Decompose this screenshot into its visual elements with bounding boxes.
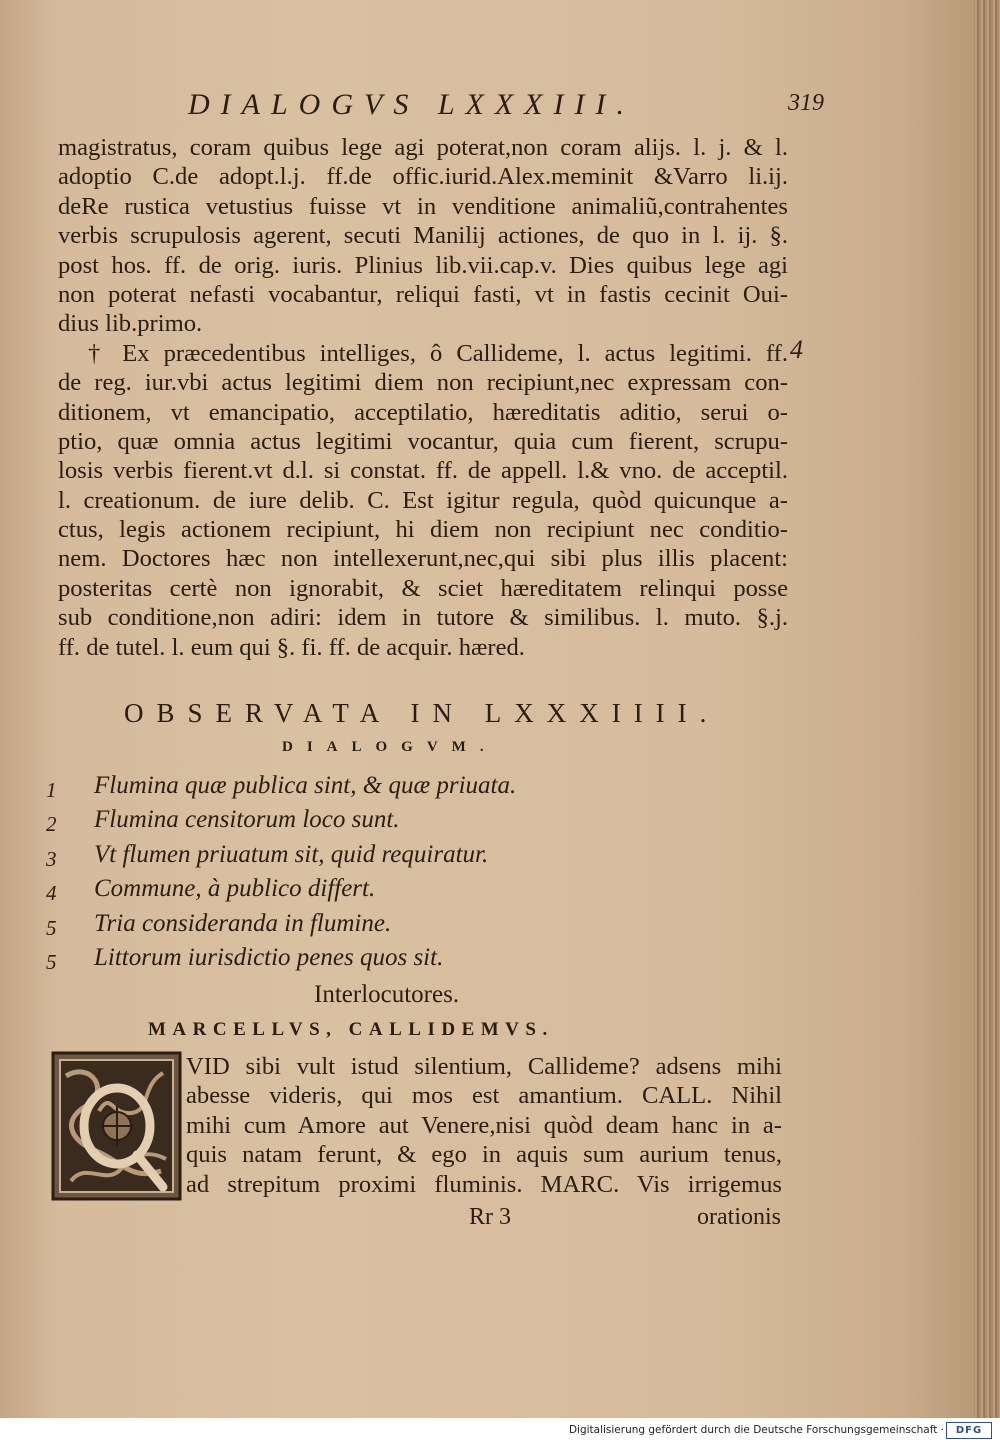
- section-subtitle: DIALOGVM.: [282, 739, 498, 755]
- list-item-number: 3: [46, 846, 57, 871]
- marginal-note-number: 4: [790, 335, 803, 364]
- speakers-line: MARCELLVS, CALLIDEMVS.: [148, 1019, 554, 1040]
- interlocutores-heading: Interlocutores.: [314, 981, 460, 1008]
- list-item-number: 2: [46, 812, 57, 837]
- page-number: 319: [788, 90, 824, 116]
- running-head: DIALOGVS LXXXIII.: [188, 88, 635, 121]
- page-edges: [974, 0, 1000, 1418]
- summary-list: [46, 772, 606, 978]
- decorated-initial-q-icon: [51, 1051, 182, 1201]
- text-line: dius lib.primo.: [58, 310, 203, 338]
- list-item: [46, 772, 606, 806]
- list-item-text: Commune, à publico differt.: [94, 875, 376, 903]
- text-line: magistratus, coram quibus lege agi poterat,non coram alijs. l. j. & l.: [58, 134, 788, 161]
- text-line: l. creationum. de iure delib. C. Est igitur regula, quòd quicunque a-: [58, 486, 788, 514]
- list-item-text: Vt flumen priuatum sit, quid requiratur.: [94, 840, 489, 868]
- dialog-paragraph: [186, 1052, 782, 1199]
- text-line: mihi cum Amore aut Venere,nisi quòd deam hanc in a-: [186, 1111, 782, 1139]
- list-item: [46, 841, 606, 875]
- text-line: non poterat nefasti vocabantur, reliqui fasti, vt in fastis cecinit Oui-: [58, 280, 788, 308]
- list-item: [46, 944, 606, 978]
- commentary-paragraph: [58, 133, 788, 662]
- text-line: ctus, legis actionem recipiunt, hi diem non recipiunt nec conditio-: [58, 516, 788, 544]
- text-line: de reg. iur.vbi actus legitimi diem non recipiunt,nec expressam con-: [58, 369, 788, 397]
- list-item-number: 4: [46, 881, 57, 906]
- text-line: quis natam ferunt, & ego in aquis sum aurium tenus,: [186, 1141, 782, 1169]
- text-line: ditionem, vt emancipatio, acceptilatio, hæreditatis aditio, serui o-: [58, 398, 788, 426]
- text-line: ad strepitum proximi fluminis. MARC. Vis irrigemus: [186, 1170, 782, 1198]
- signature-mark: Rr 3: [469, 1204, 511, 1230]
- list-item: [46, 910, 606, 944]
- catchword: orationis: [697, 1204, 781, 1230]
- list-item-number: 1: [46, 778, 57, 802]
- list-item: [46, 806, 606, 840]
- section-title: OBSERVATA IN LXXXIIII.: [124, 698, 720, 728]
- text-line: sub conditione,non adiri: idem in tutore & similibus. l. muto. §.j.: [58, 604, 788, 632]
- text-line: † Ex præcedentibus intelliges, ô Callideme, l. actus legitimi. ff.: [88, 339, 788, 367]
- text-line: ff. de tutel. l. eum qui §. fi. ff. de acquir. hæred.: [58, 633, 525, 661]
- text-line: nem. Doctores hæc non intellexerunt,nec,qui sibi plus illis placent:: [58, 545, 788, 573]
- text-line: verbis scrupulosis agerent, secuti Manilij actiones, de quo in l. ij. §.: [58, 222, 788, 250]
- list-item-number: 5: [46, 915, 57, 940]
- list-item-text: Tria consideranda in flumine.: [94, 909, 392, 937]
- text-line: ptio, quæ omnia actus legitimi vocantur, quia cum fierent, scrupu-: [58, 427, 788, 455]
- list-item-text: Flumina censitorum loco sunt.: [94, 806, 400, 834]
- list-item: [46, 875, 606, 909]
- text-line: abesse videris, qui mos est amantium. CALL. Nihil: [186, 1082, 782, 1110]
- text-line: VID sibi vult istud silentium, Callideme? adsens mihi: [186, 1053, 782, 1080]
- list-item-number: 5: [46, 949, 57, 974]
- text-line: post hos. ff. de orig. iuris. Plinius lib.vii.cap.v. Dies quibus lege agi: [58, 251, 788, 279]
- text-line: losis verbis fierent.vt d.l. si constat. ff. de appell. l.& vno. de acceptil.: [58, 457, 788, 485]
- list-item-text: Flumina quæ publica sint, & quæ priuata.: [94, 772, 517, 799]
- text-line: posteritas certè non ignorabit, & sciet hæreditatem relinqui posse: [58, 574, 788, 602]
- text-line: adoptio C.de adopt.l.j. ff.de offic.iurid.Alex.meminit &Varro li.ij.: [58, 163, 788, 191]
- dfg-logo: DFG: [946, 1422, 992, 1439]
- footer-bar: [0, 1418, 1000, 1443]
- footer-credit: Digitalisierung gefördert durch die Deutsche Forschungsgemeinschaft ·: [568, 1424, 944, 1436]
- text-line: deRe rustica vetustius fuisse vt in venditione animaliũ,contrahentes: [58, 192, 788, 220]
- list-item-text: Littorum iurisdictio penes quos sit.: [94, 943, 444, 971]
